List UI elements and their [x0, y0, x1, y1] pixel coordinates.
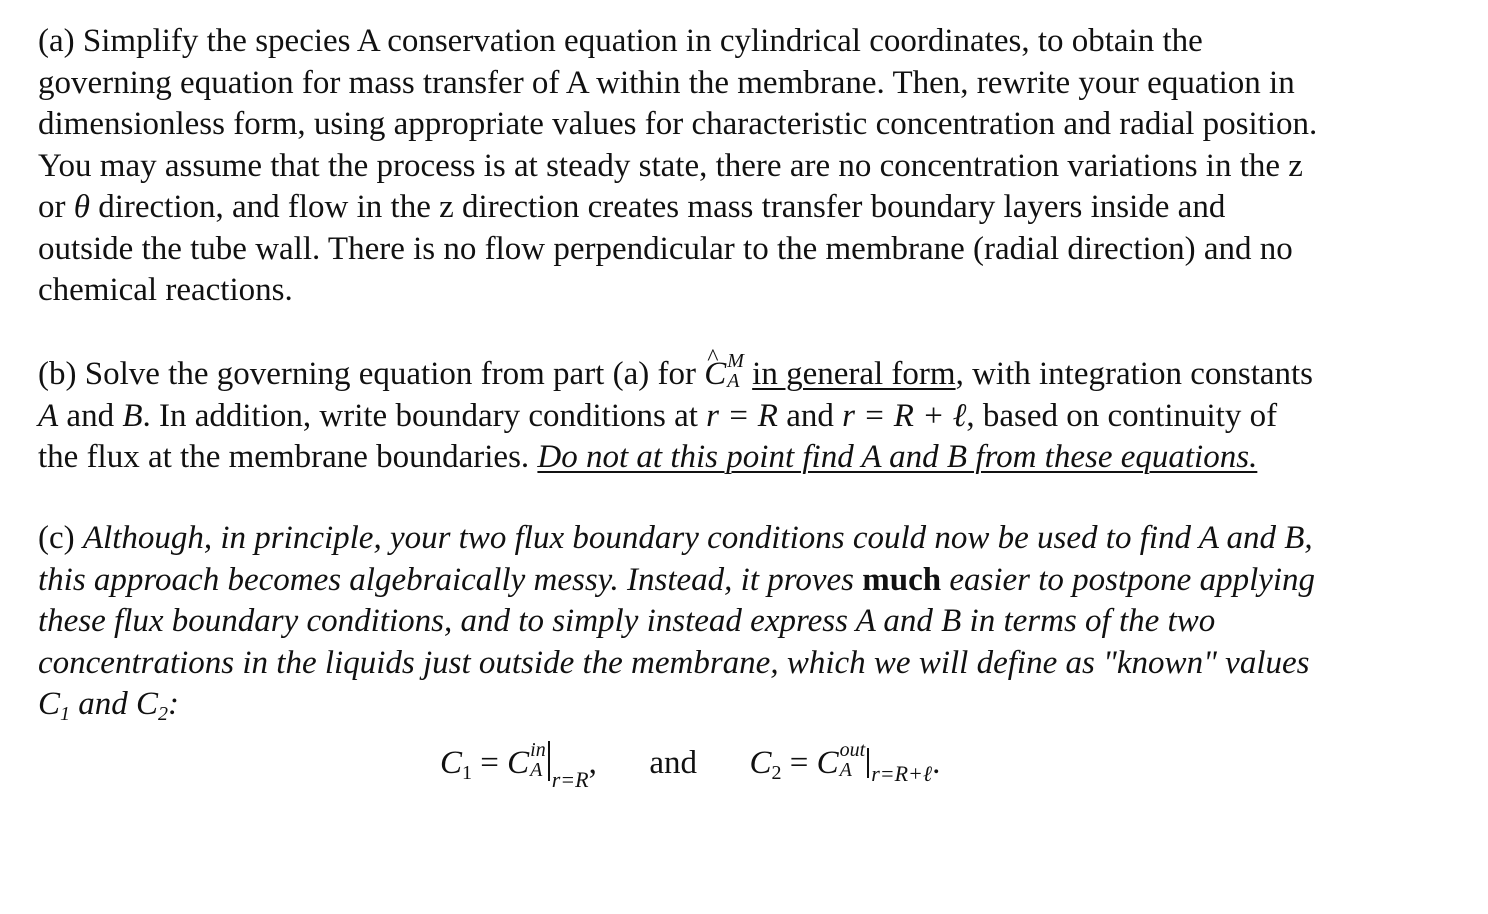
evaluation-bar-2: [867, 748, 869, 778]
part-b-and: and: [58, 397, 123, 434]
part-a-line-7: chemical reactions.: [38, 272, 293, 308]
eq-c2: C: [749, 745, 772, 781]
eq-period: .: [932, 745, 941, 781]
eq-equals-1: =: [472, 745, 508, 781]
part-b-paragraph: [38, 350, 1458, 479]
eq-equals-2: =: [781, 745, 817, 781]
part-b-line-1: [38, 350, 1458, 396]
part-c-label: (c): [38, 520, 83, 556]
part-c-line-5: [38, 684, 1458, 730]
part-b-general-form: in general form: [752, 356, 956, 392]
part-c-line-4: concentrations in the liquids just outside the membrane, which we will define as "known" values: [38, 644, 1310, 681]
eq-ca-out: C: [816, 745, 839, 781]
part-a-line-4: You may assume that the process is at steady state, there are no concentration variations in the z: [38, 147, 1303, 184]
c-hat-sup: M: [727, 350, 744, 373]
eq-ca-out-sup: out: [839, 739, 866, 762]
part-a-line-5-text: direction, and flow in the z direction creates mass transfer boundary layers inside and: [98, 189, 1226, 225]
part-c-line-1: [38, 518, 1458, 560]
boundary-r-equals-r: r = R: [706, 397, 778, 434]
eq-eval-2: r=R+ℓ: [871, 761, 933, 786]
part-c-much: much: [862, 561, 942, 598]
boundary-concentration-equation: [440, 739, 941, 792]
part-c-and: and: [70, 686, 137, 722]
eq-and: and: [649, 745, 697, 781]
eq-ca-in-sub: A: [530, 759, 543, 782]
theta-symbol: θ: [73, 189, 90, 225]
eq-c2-sub: 2: [771, 762, 782, 784]
eq-eval-1: r=R: [551, 767, 589, 792]
c-hat-sub: A: [727, 370, 740, 393]
part-b-line-3: [38, 437, 1458, 479]
part-a-line-5: [38, 187, 1458, 229]
part-b-line-2-post: , based on continuity of: [966, 397, 1278, 434]
c2-subscript: 2: [158, 703, 169, 725]
part-b-line-2: [38, 396, 1458, 438]
part-a-line-6: outside the tube wall. There is no flow perpendicular to the membrane (radial direction) and no: [38, 230, 1293, 267]
c2-symbol: C: [136, 686, 159, 722]
part-b-line-1-post: , with integration constants: [955, 356, 1314, 392]
constant-b: B: [122, 397, 143, 434]
part-c-line-2: [38, 560, 1458, 602]
eq-ca-out-sub: A: [839, 759, 852, 782]
eq-ca-in: C: [507, 745, 530, 781]
eq-ca-in-scripts: [530, 739, 546, 782]
c1-symbol: C: [38, 686, 61, 722]
part-a-line-2: governing equation for mass transfer of A within the membrane. Then, rewrite your equation in: [38, 64, 1295, 101]
part-b-and-2: and: [777, 397, 843, 434]
part-c-colon: :: [168, 686, 180, 722]
part-a-line-1: (a) Simplify the species A conservation equation in cylindrical coordinates, to obtain the: [38, 23, 1203, 59]
part-a-line-5-prefix: or: [38, 189, 66, 225]
eq-comma: ,: [588, 745, 597, 781]
part-b-line-2-mid: . In addition, write boundary conditions at: [142, 397, 707, 434]
part-c-line-2-post: easier to postpone applying: [941, 561, 1316, 598]
c-hat-symbol: ^ C: [704, 354, 726, 396]
part-c-line-3: these flux boundary conditions, and to simply instead express A and B in terms of the two: [38, 603, 1216, 639]
part-b-line-1-pre: (b) Solve the governing equation from part (a) for: [38, 356, 696, 392]
evaluation-bar: [548, 741, 550, 781]
eq-ca-in-sup: in: [530, 739, 546, 762]
constant-a: A: [38, 397, 59, 434]
c1-subscript: 1: [60, 703, 71, 725]
eq-c1-sub: 1: [462, 762, 473, 784]
part-c-paragraph: [38, 518, 1458, 730]
part-c-line-2-pre: this approach becomes algebraically messy. Instead, it proves: [38, 561, 863, 598]
eq-c1: C: [440, 745, 463, 781]
part-a-paragraph: [38, 21, 1458, 312]
c-hat-scripts: [727, 350, 744, 393]
part-c-line-1-text: Although, in principle, your two flux boundary conditions could now be used to find A and B,: [82, 520, 1313, 556]
part-b-warning: Do not at this point find A and B from these equations.: [537, 439, 1258, 475]
part-b-line-3-pre: the flux at the membrane boundaries.: [38, 439, 538, 475]
boundary-r-equals-r-plus-l: r = R + ℓ: [842, 397, 967, 434]
eq-ca-out-scripts: [839, 739, 866, 782]
part-a-line-3: dimensionless form, using appropriate values for characteristic concentration and radial position.: [38, 106, 1318, 142]
